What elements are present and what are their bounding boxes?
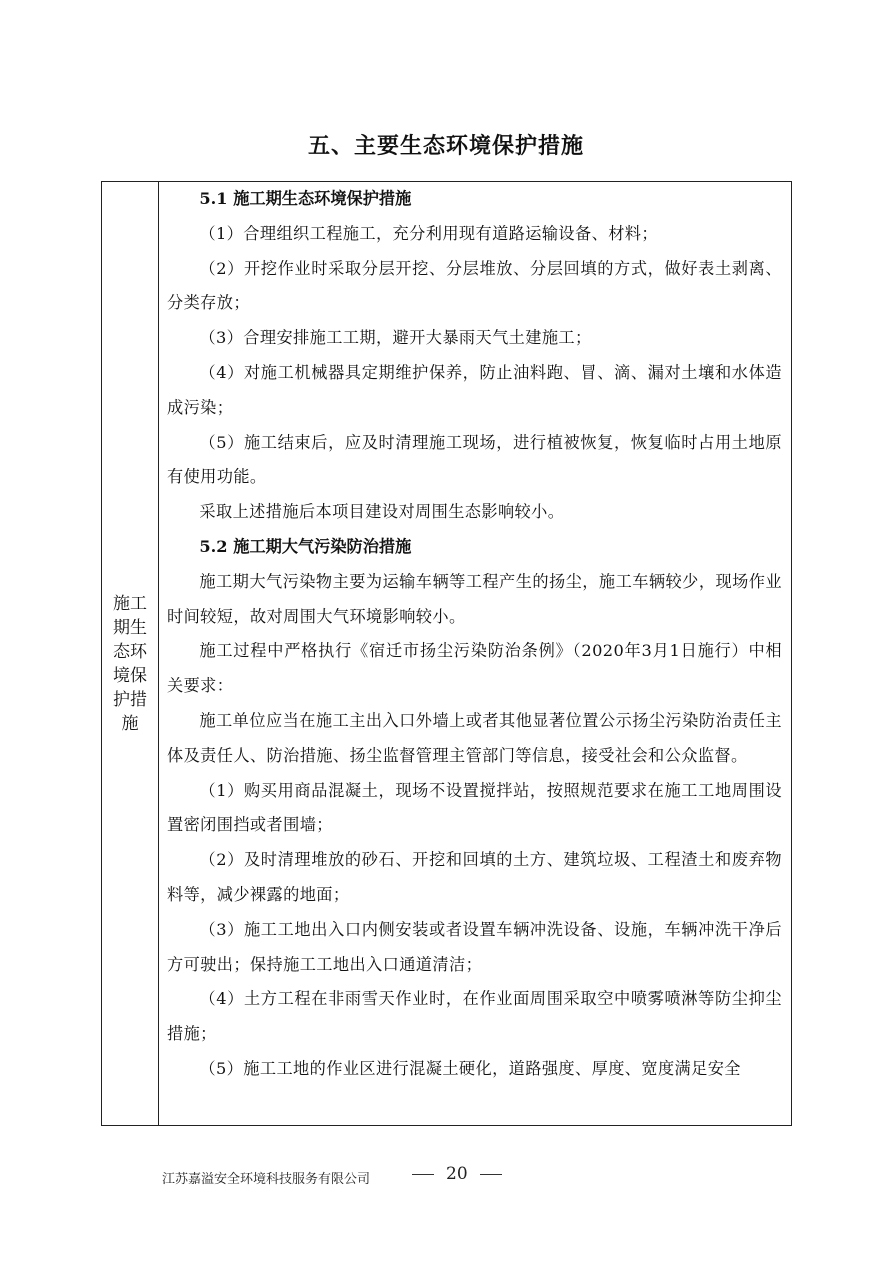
paragraph: （2）开挖作业时采取分层开挖、分层堆放、分层回填的方式，做好表土剥离、分类存放； — [167, 258, 782, 313]
paragraph: 施工期大气污染物主要为运输车辆等工程产生的扬尘，施工车辆较少，现场作业时间较短，故对周围大气环境影响较小。 — [167, 571, 782, 626]
paragraph: 施工单位应当在施工主出入口外墙上或者其他显著位置公示扬尘污染防治责任主体及责任人、防治措施、扬尘监督管理主管部门等信息，接受社会和公众监督。 — [167, 710, 782, 765]
page-title: 五、主要生态环境保护措施 — [307, 133, 584, 159]
paragraph: （3）合理安排施工工期，避开大暴雨天气土建施工； — [199, 328, 592, 348]
dash-left — [412, 1174, 434, 1175]
paragraph: （4）土方工程在非雨雪天作业时，在作业面周围采取空中喷雾喷淋等防尘抑尘措施； — [167, 989, 782, 1044]
footer-company: 江苏嘉溢安全环境科技服务有限公司 — [162, 1172, 371, 1187]
paragraph: （3）施工工地出入口内侧安装或者设置车辆冲洗设备、设施，车辆冲洗干净后方可驶出；保持施工工地出入口通道清洁； — [167, 919, 782, 974]
category-label: 施工期生态环境保护措施 — [113, 593, 147, 734]
category-cell — [102, 182, 159, 1125]
section-heading-5-2: 5.2 施工期大气污染防治措施 — [199, 536, 412, 556]
paragraph: （1）合理组织工程施工，充分利用现有道路运输设备、材料； — [199, 223, 658, 243]
page-number-value: 20 — [446, 1164, 468, 1184]
page-number — [400, 1164, 514, 1184]
measures-table — [101, 181, 792, 1126]
paragraph: 施工过程中严格执行《宿迁市扬尘污染防治条例》（2020年3月1日施行）中相关要求： — [167, 641, 782, 696]
content-cell — [159, 182, 791, 1125]
dash-right — [480, 1174, 502, 1175]
paragraph: （4）对施工机械器具定期维护保养，防止油料跑、冒、滴、漏对土壤和水体造成污染； — [167, 362, 782, 417]
section-heading-5-1: 5.1 施工期生态环境保护措施 — [199, 189, 412, 208]
paragraph: （5）施工结束后，应及时清理施工现场，进行植被恢复，恢复临时占用土地原有使用功能。 — [167, 432, 782, 487]
paragraph: （1）购买用商品混凝土，现场不设置搅拌站，按照规范要求在施工工地周围设置密闭围挡或者围墙； — [167, 780, 782, 835]
paragraph: （2）及时清理堆放的砂石、开挖和回填的土方、建筑垃圾、工程渣土和废弃物料等，减少裸露的地面； — [167, 850, 782, 904]
paragraph: 采取上述措施后本项目建设对周围生态影响较小。 — [199, 502, 565, 522]
paragraph: （5）施工工地的作业区进行混凝土硬化，道路强度、厚度、宽度满足安全 — [199, 1058, 741, 1078]
